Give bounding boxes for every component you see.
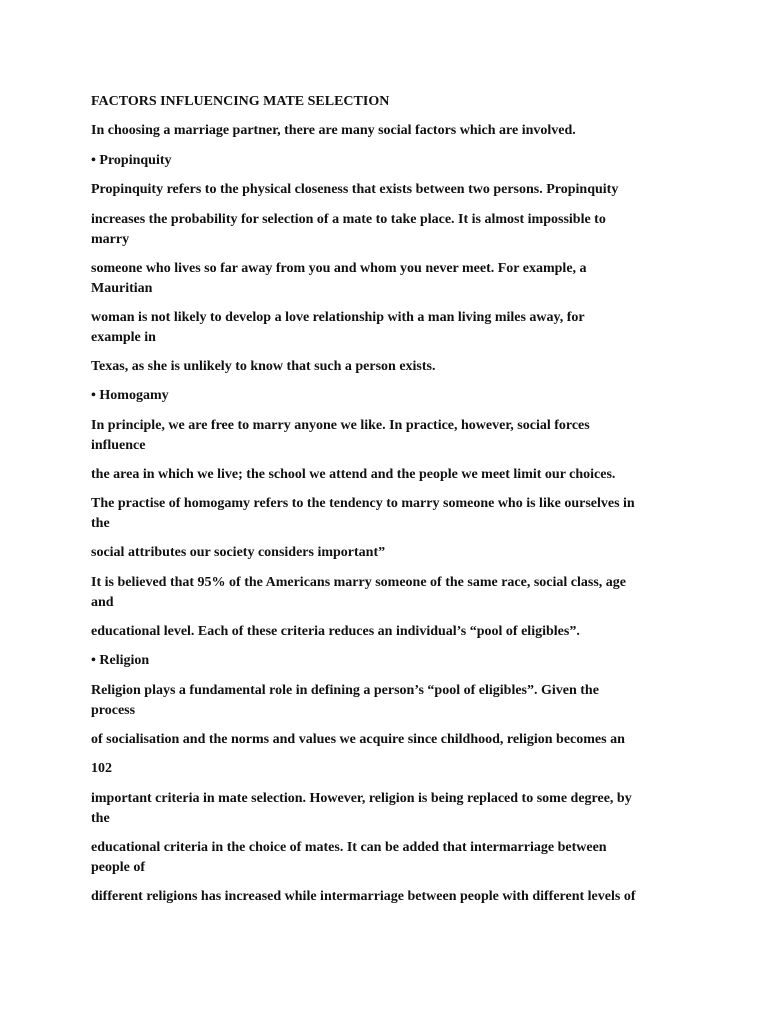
heading-religion: • Religion [91,653,150,668]
text-line [91,573,626,613]
text-segment: educational criteria in the choice of mates. It can be added that intermarriage between [91,840,607,855]
text-segment: the [91,811,110,826]
text-segment: and [91,595,114,610]
text-segment: increases the probability for selection of a mate to take place. It is almost impossible to [91,212,606,227]
text-segment: important criteria in mate selection. However, religion is being replaced to some degree, by [91,791,632,806]
text-segment: woman is not likely to develop a love relationship with a man living miles away, for [91,310,585,325]
text-line: educational level. Each of these criteria reduces an individual’s “pool of eligibles”. [91,624,580,639]
intro-line: In choosing a marriage partner, there are many social factors which are involved. [91,123,576,138]
document-title: FACTORS INFLUENCING MATE SELECTION [91,94,390,109]
text-line [91,308,585,348]
text-segment: Mauritian [91,281,153,296]
heading-homogamy: • Homogamy [91,388,169,403]
text-segment: the [91,516,110,531]
text-line: Propinquity refers to the physical closeness that exists between two persons. Propinquity [91,182,619,197]
text-line: of socialisation and the norms and values we acquire since childhood, religion becomes an [91,732,625,747]
text-line [91,789,632,829]
text-segment: It is believed that 95% of the Americans marry someone of the same race, social class, age [91,575,627,590]
text-segment: example in [91,330,156,345]
page-number: 102 [91,761,112,776]
heading-propinquity: • Propinquity [91,153,172,168]
text-segment: marry [91,232,130,247]
text-line [91,416,590,456]
text-line: Texas, as she is unlikely to know that such a person exists. [91,359,436,374]
text-line [91,838,607,878]
text-segment: In principle, we are free to marry anyone we like. In practice, however, social forces [91,418,590,433]
text-segment: Religion plays a fundamental role in defining a person’s “pool of eligibles”. Given the [91,683,599,698]
text-line: social attributes our society considers important” [91,545,386,560]
text-line [91,494,635,534]
text-line: different religions has increased while intermarriage between people with different levels of [91,889,636,904]
text-segment: people of [91,860,146,875]
text-segment: process [91,703,136,718]
text-line [91,681,599,721]
text-segment: influence [91,438,146,453]
text-line: the area in which we live; the school we attend and the people we meet limit our choices. [91,467,616,482]
text-line [91,259,587,299]
text-segment: The practise of homogamy refers to the tendency to marry someone who is like ourselves in [91,496,635,511]
text-line [91,210,606,250]
text-segment: someone who lives so far away from you and whom you never meet. For example, a [91,261,587,276]
